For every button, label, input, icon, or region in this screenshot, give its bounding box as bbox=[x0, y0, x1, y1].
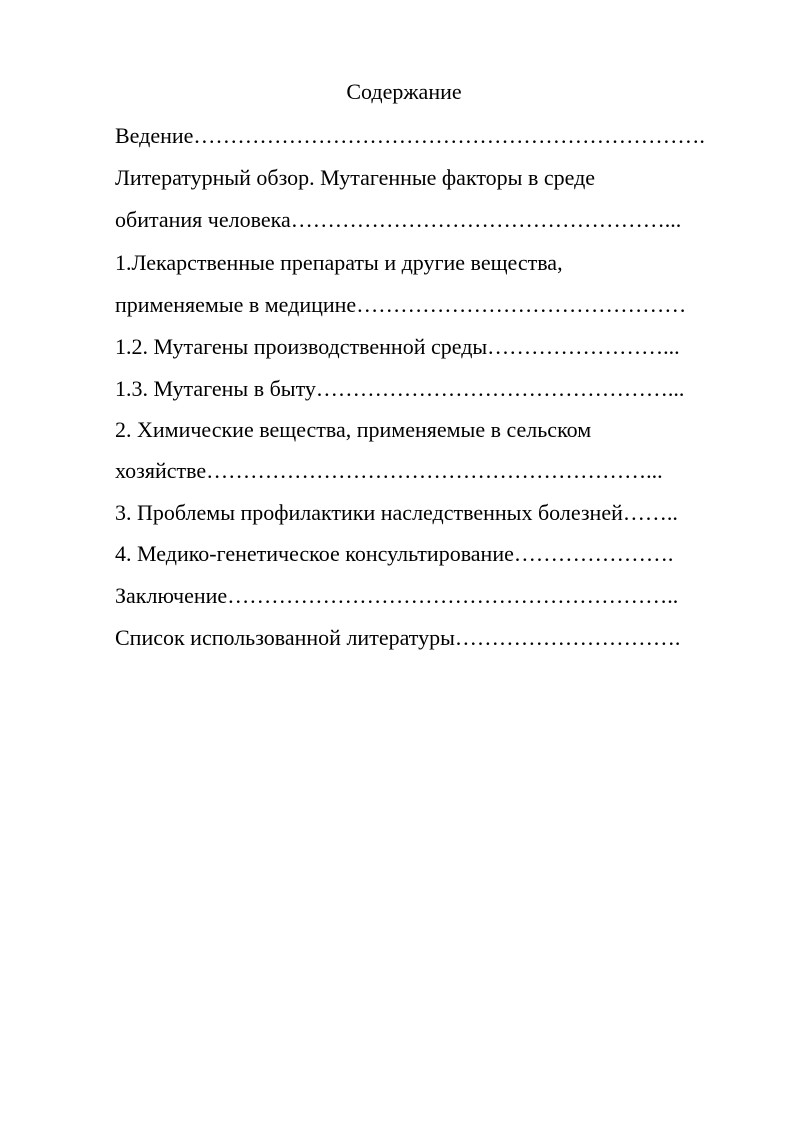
toc-entry-references: Список использованной литературы…………………………. bbox=[115, 625, 681, 650]
toc-entry-literature-review: Литературный обзор. Мутагенные факторы в среде bbox=[115, 165, 596, 190]
page-title: Содержание bbox=[346, 79, 462, 104]
toc-entry-prevention: 3. Проблемы профилактики наследственных болезней…….. bbox=[115, 500, 678, 525]
toc-entry-conclusion: Заключение…………………………………………………….. bbox=[115, 583, 679, 608]
toc-entry-genetic-counseling: 4. Медико-генетическое консультирование…………………. bbox=[115, 541, 674, 566]
toc-entry-introduction: Ведение……………………………………………………………. bbox=[115, 123, 705, 148]
toc-entry-household-mutagens: 1.3. Мутагены в быту…………………………………………... bbox=[115, 376, 685, 401]
toc-entry-literature-review-cont: обитания человека……………………………………………... bbox=[115, 207, 682, 232]
toc-entry-agricultural-chemicals-cont: хозяйстве……………………………………………………... bbox=[115, 458, 663, 483]
toc-entry-medicines: 1.Лекарственные препараты и другие вещества, bbox=[115, 250, 563, 275]
toc-entry-industrial-mutagens: 1.2. Мутагены производственной среды……………………... bbox=[115, 334, 680, 359]
toc-entry-medicines-cont: применяемые в медицине……………………………………… bbox=[115, 292, 687, 317]
toc-entry-agricultural-chemicals: 2. Химические вещества, применяемые в сельском bbox=[115, 417, 592, 442]
